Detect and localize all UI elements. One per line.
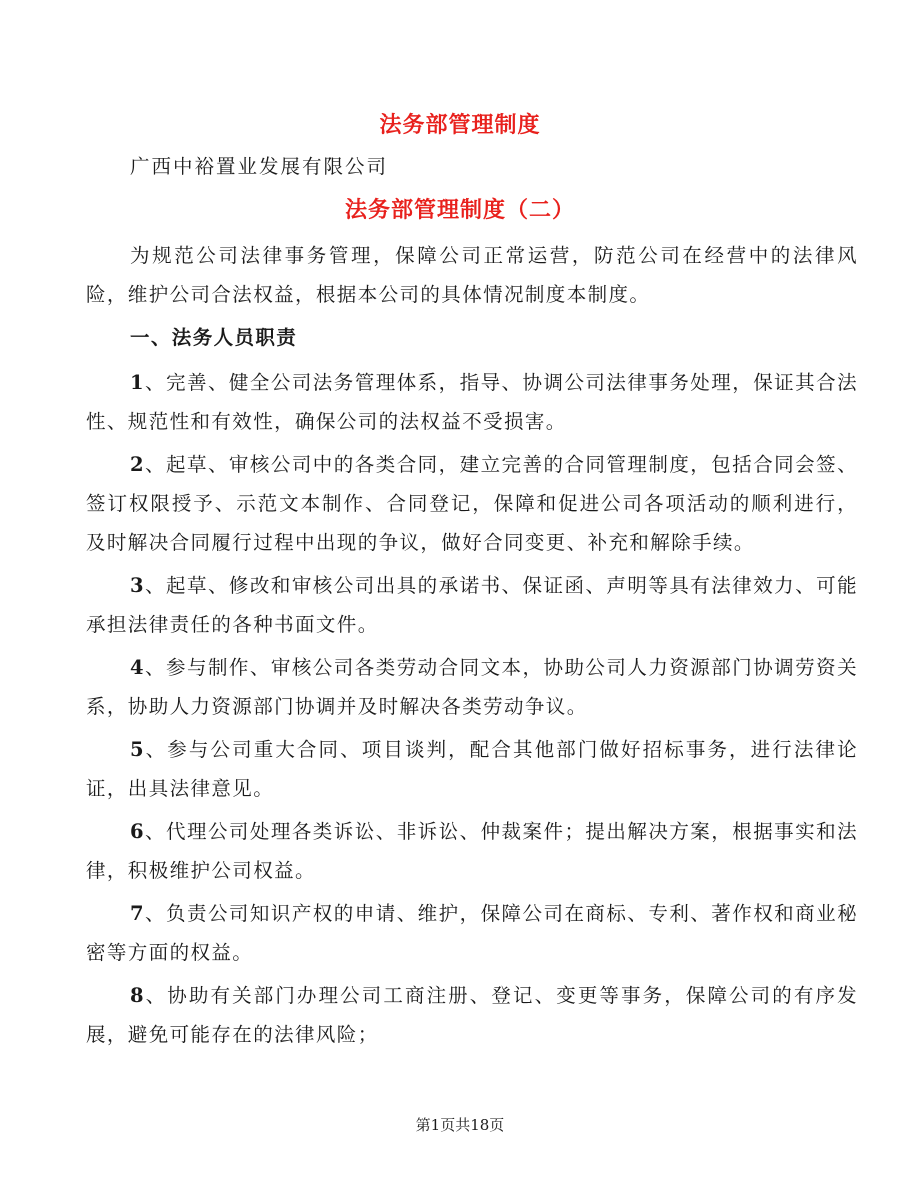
duty-item [86, 894, 858, 972]
duty-item [86, 648, 858, 726]
duty-item-text: 、起草、修改和审核公司出具的承诺书、保证函、声明等具有法律效力、可能承担法律责任的各种书面文件。 [86, 574, 858, 636]
duty-item-number: 1 [130, 371, 145, 394]
document-body [86, 236, 858, 1058]
duty-item-number: 3 [130, 574, 145, 597]
duty-item-text: 、起草、审核公司中的各类合同，建立完善的合同管理制度，包括合同会签、签订权限授予、示范文本制作、合同登记，保障和促进公司各项活动的顺利进行，及时解决合同履行过程中出现的争议，做好合同变更、补充和解除手续。 [86, 453, 858, 554]
duty-item-number: 5 [130, 738, 145, 761]
duty-item-text: 、负责公司知识产权的申请、维护，保障公司在商标、专利、著作权和商业秘密等方面的权益。 [86, 902, 858, 964]
duty-item [86, 812, 858, 890]
duty-item-text: 、协助有关部门办理公司工商注册、登记、变更等事务，保障公司的有序发展，避免可能存在的法律风险； [86, 984, 858, 1046]
page-footer: 第1页共18页 [415, 1116, 505, 1134]
duty-item-text: 、参与制作、审核公司各类劳动合同文本，协助公司人力资源部门协调劳资关系，协助人力资源部门协调并及时解决各类劳动争议。 [86, 656, 858, 718]
duty-item-number: 8 [130, 984, 145, 1007]
document-title: 法务部管理制度 [379, 112, 541, 138]
section-heading: 一、法务人员职责 [130, 326, 298, 349]
intro-paragraph: 为规范公司法律事务管理，保障公司正常运营，防范公司在经营中的法律风险，维护公司合法权益，根据本公司的具体情况制度本制度。 [86, 244, 858, 306]
duty-item [86, 976, 858, 1054]
duty-item [86, 566, 858, 644]
duty-item-number: 7 [130, 902, 145, 925]
duty-item [86, 445, 858, 562]
duty-item-number: 4 [130, 656, 145, 679]
duty-item-text: 、参与公司重大合同、项目谈判，配合其他部门做好招标事务，进行法律论证，出具法律意见。 [86, 738, 858, 800]
company-name: 广西中裕置业发展有限公司 [130, 155, 389, 178]
duty-item-number: 2 [130, 453, 145, 476]
duty-item-number: 6 [130, 820, 145, 843]
duty-item [86, 730, 858, 808]
duty-item-text: 、完善、健全公司法务管理体系，指导、协调公司法律事务处理，保证其合法性、规范性和有效性，确保公司的法权益不受损害。 [86, 371, 858, 433]
duty-item-text: 、代理公司处理各类诉讼、非诉讼、仲裁案件；提出解决方案，根据事实和法律，积极维护公司权益。 [86, 820, 858, 882]
duty-item [86, 363, 858, 441]
document-subtitle: 法务部管理制度（二） [344, 197, 575, 223]
